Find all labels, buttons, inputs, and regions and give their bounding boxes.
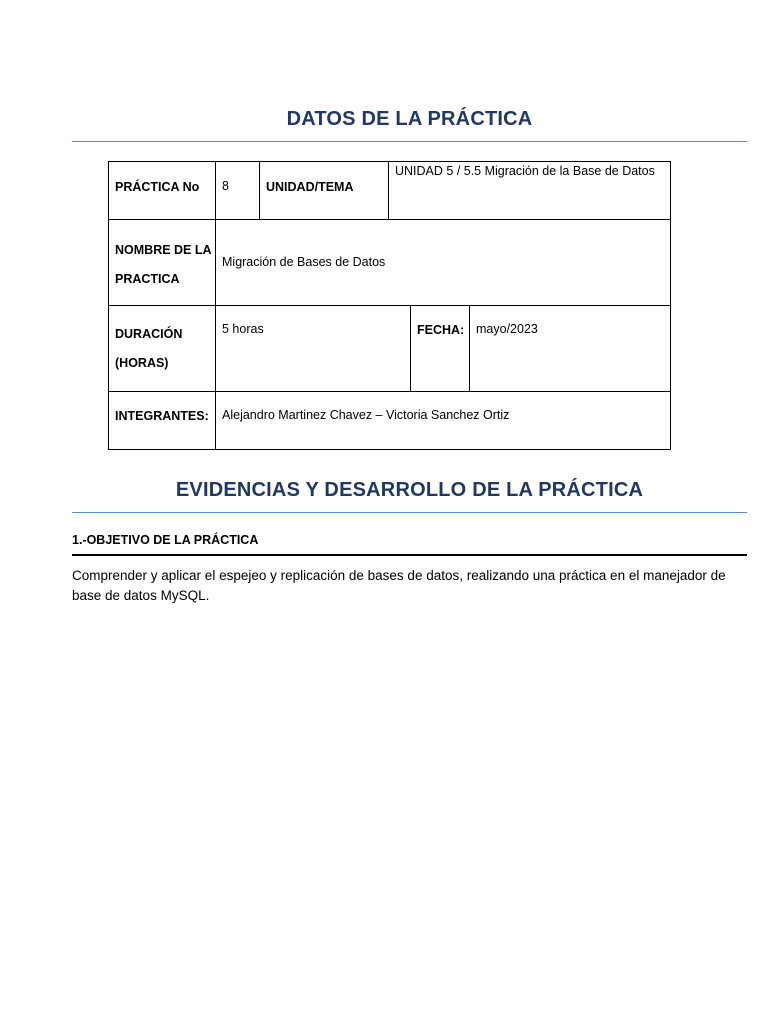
table-row bbox=[109, 220, 671, 306]
practice-info-table bbox=[108, 161, 671, 450]
objetivo-section-title: 1.-OBJETIVO DE LA PRÁCTICA bbox=[72, 533, 259, 547]
nombre-value-cell bbox=[216, 220, 671, 306]
datos-heading: DATOS DE LA PRÁCTICA bbox=[286, 108, 533, 130]
fecha-value-cell bbox=[470, 306, 671, 392]
fecha-label: FECHA: bbox=[417, 323, 465, 337]
duracion-label: DURACIÓN (HORAS) bbox=[115, 327, 183, 370]
section-divider bbox=[72, 554, 747, 556]
nombre-label-cell bbox=[109, 220, 216, 306]
table-row bbox=[109, 162, 671, 220]
objetivo-paragraph: Comprender y aplicar el espejeo y replicación de bases de datos, realizando una práctica en el manejador de base de datos MySQL. bbox=[72, 568, 726, 603]
heading-divider bbox=[72, 512, 747, 513]
duracion-value-cell bbox=[216, 306, 411, 392]
evidencias-heading: EVIDENCIAS Y DESARROLLO DE LA PRÁCTICA bbox=[175, 479, 644, 501]
fecha-value: mayo/2023 bbox=[476, 322, 538, 336]
nombre-value: Migración de Bases de Datos bbox=[222, 255, 386, 269]
integrantes-value: Alejandro Martinez Chavez – Victoria Sanchez Ortiz bbox=[222, 408, 510, 422]
nombre-label: NOMBRE DE LA PRACTICA bbox=[115, 243, 212, 286]
unidad-label: UNIDAD/TEMA bbox=[266, 180, 354, 194]
table-row bbox=[109, 306, 671, 392]
fecha-label-cell bbox=[411, 306, 470, 392]
duracion-label-cell bbox=[109, 306, 216, 392]
integrantes-value-cell bbox=[216, 392, 671, 450]
integrantes-label: INTEGRANTES: bbox=[115, 409, 209, 423]
unidad-value-cell bbox=[389, 162, 671, 220]
practica-label-cell bbox=[109, 162, 216, 220]
table-row bbox=[109, 392, 671, 450]
heading-divider bbox=[72, 141, 747, 142]
integrantes-label-cell bbox=[109, 392, 216, 450]
practica-number: 8 bbox=[222, 179, 229, 193]
practica-value-cell bbox=[216, 162, 260, 220]
unidad-value: UNIDAD 5 / 5.5 Migración de la Base de Datos bbox=[395, 164, 655, 178]
unidad-label-cell bbox=[260, 162, 389, 220]
practica-label: PRÁCTICA No bbox=[115, 180, 200, 194]
duracion-value: 5 horas bbox=[222, 322, 264, 336]
